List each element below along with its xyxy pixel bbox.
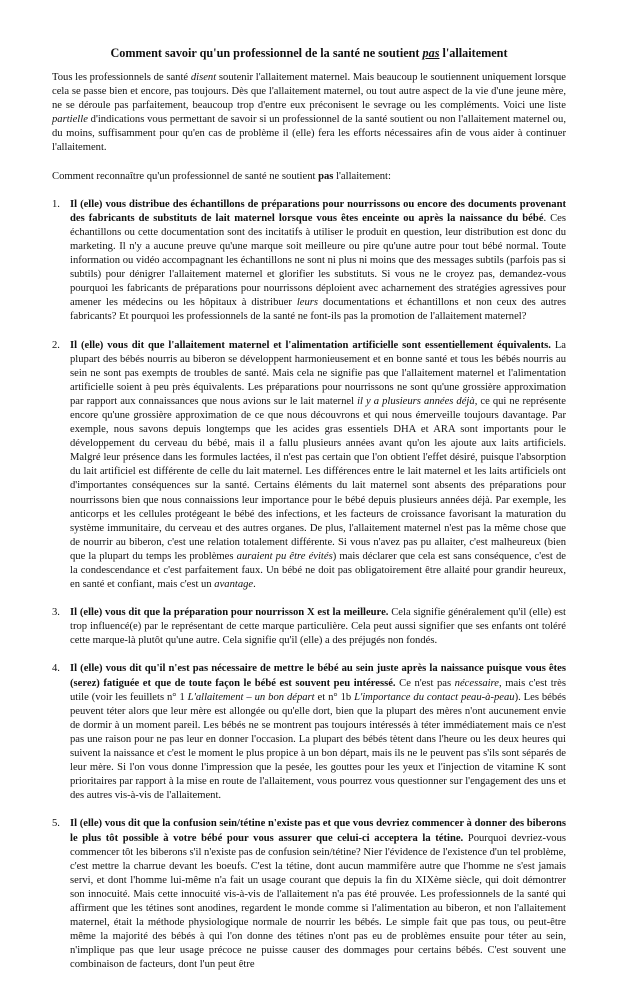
item-heading: Il (elle) vous dit qu'il n'est pas nécessaire de mettre le bébé au sein juste après la naissance puisque vous êtes (serez) fatiguée et que de toute façon le bébé est souvent peu intéressé. — [70, 663, 566, 689]
item-italic: leurs — [296, 297, 318, 309]
item-heading: Il (elle) vous dit que la préparation pour nourrisson X est la meilleure. — [70, 607, 389, 619]
item-text: , ce qui ne représente encore qu'une grossière approximation de ce que nous découvrons et qui nous émerveille toujours davantage. Par exemple, nous savons depuis longtemps que les acides gras essentiels DHA et ARA sont importants pour le développement du cerveau du bébé, mais il a fallu plusieurs années avant qu'on les ajoute aux laits artificiels. Malgré leur présence dans les formules lactées, il n'est pas certain que l'on obtient l'effet désiré, puisque l'absorption du lait artificiel est différente de celle du lait maternel. Les différences entre le lait maternel et les laits artificiels ont d'importantes conséquences sur la santé. Certains éléments du lait maternel sont absents des préparations pour nourrissons bien que nous connaissions leur importance pour le bébé depuis plusieurs années déjà. Par exemple, les anticorps et les cellules protégeant le bébé des infections, et les facteurs de croissance favorisant la maturation du système immunitaire, du cerveau et des autres organes. De plus, l'allaitement maternel n'est pas la même chose que de nourrir au biberon, c'est une relation totalement différente. Si vous n'avez pas pu allaiter, c'est malheureux (bien que la plupart du temps les problèmes — [70, 395, 566, 562]
item-text: et n° 1b — [314, 691, 355, 703]
item-italic: avantage — [214, 579, 254, 591]
item-heading: Il (elle) vous dit que l'allaitement maternel et l'alimentation artificielle sont essentiellement équivalents. — [70, 339, 551, 351]
intro-text: Tous les professionnels de santé — [52, 72, 191, 83]
item-text: , mais c'est très utile (voir les feuillets n° 1 — [70, 677, 566, 703]
item-italic: L'importance du contact peau-à-peau — [354, 691, 515, 703]
item-text: La plupart des bébés nourris au biberon se développent harmonieusement et en bonne santé et tous les bébés nourris au sein ne sont pas exempts de troubles de santé. Mais cela ne signifie pas que l'allaitement maternel et l'alimentation artificielle soient à peu près équivalents. Les préparations pour nourrissons ne sont qu'une grossière approximation par rapport aux connaissances que nous avions sur le lait maternel — [70, 339, 566, 407]
item-text: Pourquoi devriez-vous commencer tôt les biberons s'il n'existe pas de confusion sein/tétine? Nier l'évidence de l'existence d'un tel problème, c'est mettre la charrue devant les boeufs. C'est la tétine, dont aucun mammifère autre que l'homme ne s'est jamais servi, et dont l'homme lui-même n'a fait un usage courant que depuis la fin du XIXème siècle, qui doit démontrer son innocuité. Mais cette innocuité vis-à-vis de l'allaitement n'a pas été prouvée. Les professionnels de la santé qui affirment que les tétines sont anodines, regardent le monde comme si l'alimentation au biberon, et non l'allaitement maternel, était la méthode physiologique normale de nourrir les bébés. Le simple fait que pas tous, ou peut-être même la majorité des bébés à qui l'on donne des tétines n'ont pas eu de problèmes ensuite pour téter au sein, n'implique pas que leur usage précoce ne puisse causer des dommages pour certains bébés. C'est souvent une combinaison de facteurs, dont l'un peut être — [70, 832, 567, 971]
item-number: 2. — [52, 339, 60, 351]
lead-text: Comment reconnaître qu'un professionnel de santé ne soutient — [52, 170, 319, 182]
item-text: Ce n'est pas — [395, 677, 455, 689]
intro-italic: disent — [190, 72, 217, 83]
item-heading: Il (elle) vous dit que la confusion sein/tétine n'existe pas et que vous devriez commencer à donner des biberons le plus tôt possible à votre bébé pour vous assurer que celui-ci acceptera la tétine. — [70, 818, 566, 844]
item-number: 3. — [52, 607, 60, 619]
list-item-3 — [52, 606, 566, 648]
intro-text: d'indications vous permettant de savoir si un professionnel de la santé soutient ou non l'allaitement maternel ou, du moins, suffisamment pour qu'en cas de problème il (elle) fera les efforts nécessaires afin de vous aider à continuer l'allaitement. — [52, 114, 566, 154]
list-item-5 — [52, 817, 566, 972]
item-number: 5. — [52, 818, 60, 830]
page-title — [52, 46, 566, 61]
list-lead — [52, 170, 566, 184]
list-item-2 — [52, 339, 566, 593]
item-text: ) mais déclarer que cela est sans conséquence, c'est de la condescendance et c'est parfaitement faux. Un bébé ne doit pas obligatoirement être allaité pour grandir heureux, en santé et confiant, mais c'est un — [70, 550, 566, 591]
lead-bold: pas — [318, 170, 334, 182]
item-italic: auraient pu être évités — [236, 550, 333, 562]
title-text: Comment savoir qu'un professionnel de la santé ne soutient — [110, 46, 423, 60]
item-text: documentations et échantillons et non ceux des autres fabricants? Et pourquoi les professionnels de la santé ne font-ils pas la promotion de l'allaitement maternel? — [70, 297, 566, 323]
item-text: . Ces échantillons ou cette documentation sont des incitatifs à utiliser le produit en question, leur distribution est donc du marketing. Il n'y a aucune preuve qu'une marque soit meilleure ou pire qu'une autre pour tout bébé normal. Toute information ou vidéo accompagnant les échantillons ne sont ni plus ni moins que des messages subtils (parfois pas si subtils) pour dénigrer l'allaitement maternel et glorifier les substituts. Si vous ne le croyez pas, demandez-vous pourquoi les fabricants de préparations pour nourrissons déploient avec acharnement des stratégies agressives pour amener les médecins ou les hôpitaux à distribuer — [70, 212, 567, 309]
item-italic: il y a plusieurs années déjà — [357, 395, 475, 407]
item-italic: nécessaire — [454, 677, 499, 689]
lead-text: l'allaitement: — [333, 170, 391, 182]
item-number: 4. — [52, 663, 60, 675]
title-text-end: l'allaitement — [439, 46, 508, 60]
item-text: ). Les bébés peuvent téter alors que leur mère est allongée ou qu'elle dort, bien que la plupart des mères n'ont aucunement envie de dormir à un moment pareil. Les bébés ne se montrent pas toujours intéressés à téter immédiatement mais ce n'est pas une raison pour ne pas leur en donner l'occasion. La plupart des bébés tètent dans l'heure ou les deux heures qui suivent la naissance et c'est le moment le plus propice à un bon départ, mais ils ne le peuvent pas s'ils sont séparés de leur mère. Si l'on vous donne l'impression que la pesée, les gouttes pour les yeux et l'injection de vitamine K sont prioritaires par rapport à la mise en route de l'allaitement, vous pourrez vous questionner sur l'engagement des uns et des autres vis-à-vis de l'allaitement. — [70, 691, 566, 802]
document-page — [52, 46, 566, 986]
list-item-4 — [52, 662, 566, 803]
intro-italic: partielle — [52, 114, 88, 126]
item-heading: Il (elle) vous distribue des échantillons de préparations pour nourrissons ou encore des documents provenant des fabricants de substituts de lait maternel lorsque vous êtes enceinte ou après la naissance du bébé — [70, 198, 566, 224]
item-number: 1. — [52, 198, 60, 210]
title-emphasis: pas — [422, 46, 440, 60]
item-text: . — [253, 579, 256, 591]
criteria-list — [52, 198, 566, 973]
intro-text: soutenir l'allaitement maternel. Mais beaucoup le soutiennent uniquement lorsque cela se passe bien et encore, pas toujours. Dès que l'allaitement maternel, ou tout autre aspect de la vie d'une jeune mère, ne se déroule pas parfaitement, beaucoup trop d'entre eux préconisent le sevrage ou les compléments. Voici une liste — [52, 72, 566, 112]
item-text: Cela signifie généralement qu'il (elle) est trop influencé(e) par le représentant de cette marque particulière. Cela peut aussi signifier que ses enfants ont toléré cette marque-là plutôt qu'une autre. Cela signifie qu'il (elle) a des préjugés non fondés. — [70, 607, 566, 647]
list-item-1 — [52, 198, 566, 325]
intro-paragraph — [52, 71, 566, 156]
item-italic: L'allaitement – un bon départ — [187, 691, 315, 703]
